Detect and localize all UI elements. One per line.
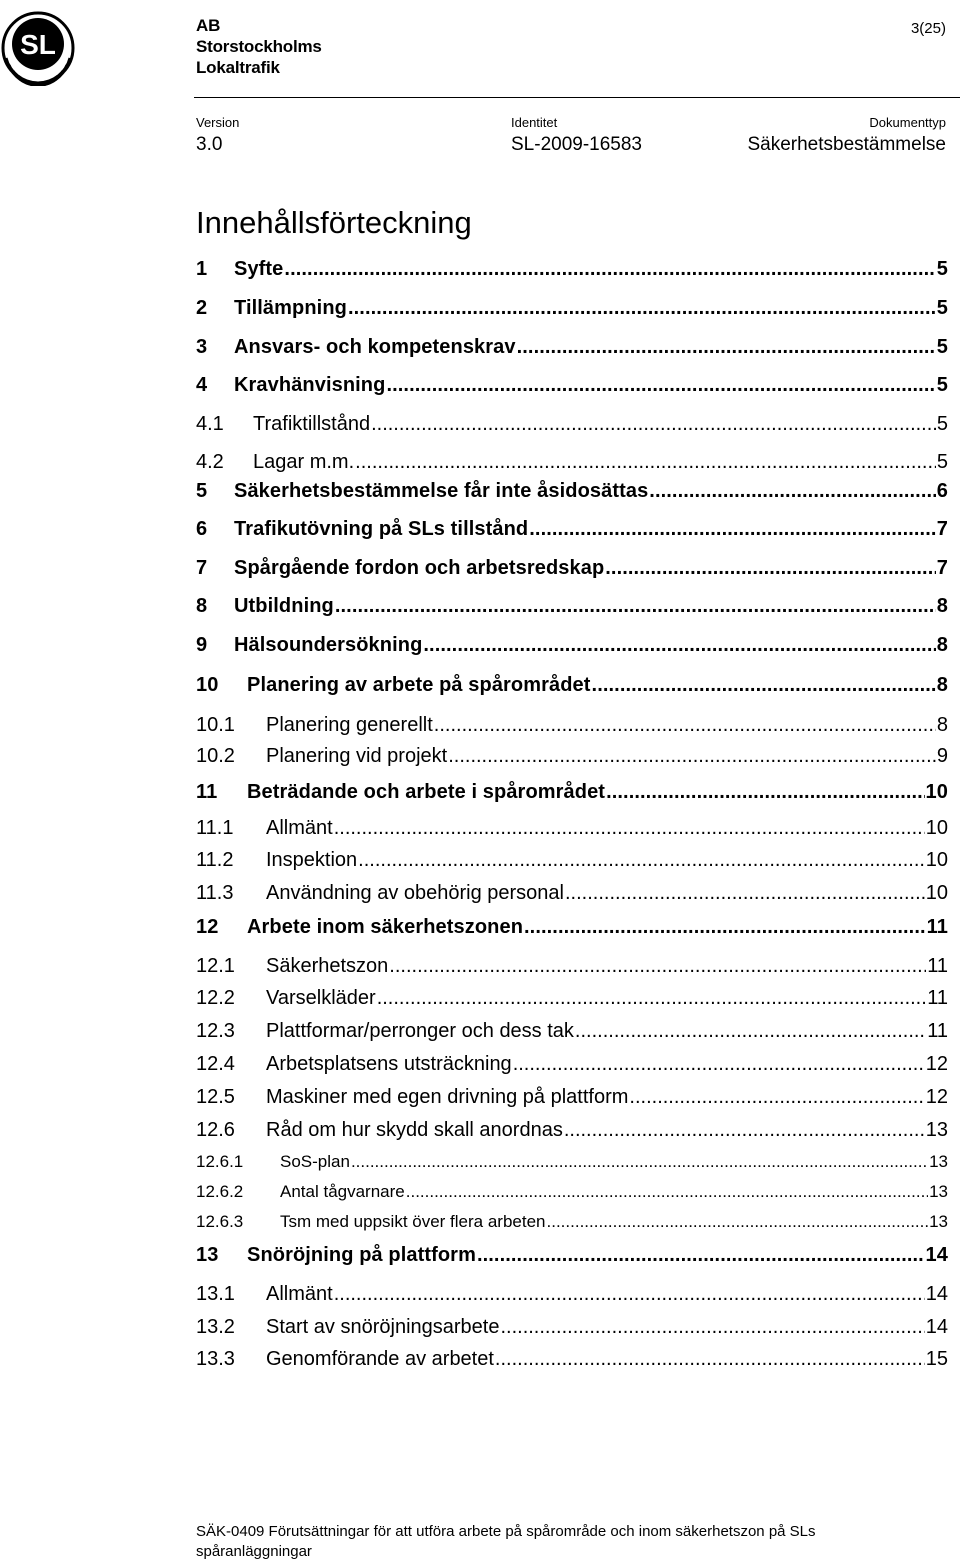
toc-dot-leader bbox=[355, 451, 936, 474]
toc-entry-title: Maskiner med egen drivning på plattform bbox=[266, 1086, 629, 1108]
toc-dot-leader bbox=[649, 480, 935, 503]
toc-dot-leader bbox=[592, 674, 936, 697]
toc-entry-number: 12 bbox=[196, 916, 219, 938]
toc-entry-page: 8 bbox=[936, 595, 948, 617]
toc-entry-title: Tsm med uppsikt över flera arbeten bbox=[280, 1212, 546, 1231]
footer bbox=[196, 1522, 936, 1562]
toc-entry-number: 12.3 bbox=[196, 1020, 235, 1042]
toc-entry-page: 5 bbox=[936, 413, 948, 435]
toc-entry-title: Start av snöröjningsarbete bbox=[266, 1316, 500, 1338]
toc-entry-number: 10 bbox=[196, 674, 219, 696]
version-label: Version bbox=[196, 115, 240, 130]
toc-entry[interactable] bbox=[196, 336, 948, 359]
toc-dot-leader bbox=[605, 557, 936, 580]
toc-dot-leader bbox=[495, 1348, 925, 1371]
toc-entry-number: 12.1 bbox=[196, 955, 235, 977]
toc-dot-leader bbox=[351, 1152, 928, 1172]
toc-entry[interactable] bbox=[196, 849, 948, 872]
toc-entry-page: 13 bbox=[925, 1119, 948, 1141]
toc-entry-page: 6 bbox=[936, 480, 948, 502]
toc-entry[interactable] bbox=[196, 714, 948, 737]
toc-dot-leader bbox=[284, 258, 935, 281]
organization-name bbox=[196, 15, 322, 78]
header-divider bbox=[194, 97, 960, 98]
toc-entry-number: 9 bbox=[196, 634, 208, 656]
toc-entry-page: 13 bbox=[929, 1152, 948, 1171]
toc-entry-page: 10 bbox=[925, 817, 948, 839]
toc-dot-leader bbox=[335, 595, 936, 618]
toc-entry-number: 12.6.1 bbox=[196, 1152, 244, 1171]
toc-dot-leader bbox=[517, 336, 936, 359]
toc-dot-leader bbox=[565, 882, 925, 905]
toc-entry-number: 12.6 bbox=[196, 1119, 235, 1141]
toc-entry-page: 11 bbox=[926, 916, 948, 938]
toc-entry-page: 8 bbox=[936, 714, 948, 736]
toc-entry-title: SoS-plan bbox=[280, 1152, 350, 1171]
toc-entry-title: Spårgående fordon och arbetsredskap bbox=[234, 557, 605, 579]
toc-dot-leader bbox=[524, 916, 926, 939]
toc-entry-title: Trafikutövning på SLs tillstånd bbox=[234, 518, 529, 540]
toc-dot-leader bbox=[500, 1316, 924, 1339]
toc-entry-title: Allmänt bbox=[266, 1283, 333, 1305]
toc-entry-title: Arbetsplatsens utsträckning bbox=[266, 1053, 512, 1075]
toc-entry-number: 11.2 bbox=[196, 849, 234, 871]
toc-entry-title: Kravhänvisning bbox=[234, 374, 386, 396]
toc-entry-title: Allmänt bbox=[266, 817, 333, 839]
toc-entry[interactable] bbox=[196, 916, 948, 939]
toc-dot-leader bbox=[386, 374, 935, 397]
org-line-1: AB bbox=[196, 16, 221, 35]
toc-entry-page: 11 bbox=[927, 987, 948, 1009]
version-value: 3.0 bbox=[196, 134, 223, 155]
toc-entry-number: 13.2 bbox=[196, 1316, 235, 1338]
toc-entry[interactable] bbox=[196, 1020, 948, 1043]
doctype-value: Säkerhetsbestämmelse bbox=[747, 134, 946, 155]
org-line-2: Storstockholms bbox=[196, 37, 322, 56]
toc-entry-title: Arbete inom säkerhetszonen bbox=[247, 916, 524, 938]
toc-entry-page: 14 bbox=[925, 1316, 948, 1338]
toc-dot-leader bbox=[406, 1182, 928, 1202]
toc-dot-leader bbox=[547, 1212, 929, 1232]
toc-entry-page: 13 bbox=[929, 1182, 948, 1201]
toc-entry-page: 12 bbox=[925, 1053, 948, 1075]
toc-entry-number: 11 bbox=[196, 781, 218, 803]
toc-dot-leader bbox=[348, 297, 936, 320]
identity-value: SL-2009-16583 bbox=[511, 134, 642, 155]
toc-entry[interactable] bbox=[196, 1152, 948, 1172]
footer-line-2: spåranläggningar bbox=[196, 1543, 312, 1560]
toc-dot-leader bbox=[434, 714, 936, 737]
toc-entry-title: Beträdande och arbete i spårområdet bbox=[247, 781, 606, 803]
toc-entry[interactable] bbox=[196, 634, 948, 657]
toc-entry-number: 8 bbox=[196, 595, 208, 617]
page-number: 3(25) bbox=[910, 20, 946, 37]
toc-entry-title: Användning av obehörig personal bbox=[266, 882, 564, 904]
toc-entry[interactable] bbox=[196, 882, 948, 905]
toc-entry[interactable] bbox=[196, 674, 948, 697]
toc-title: Innehållsförteckning bbox=[196, 205, 472, 240]
toc-dot-leader bbox=[358, 849, 925, 872]
footer-line-1: SÄK-0409 Förutsättningar för att utföra arbete på spårområde och inom säkerhetszon på SLs bbox=[196, 1523, 816, 1540]
toc-entry[interactable] bbox=[196, 297, 948, 320]
toc-entry-title: Utbildning bbox=[234, 595, 334, 617]
toc-entry[interactable] bbox=[196, 817, 948, 840]
toc-entry-title: Säkerhetsbestämmelse får inte åsidosättas bbox=[234, 480, 649, 502]
toc-dot-leader bbox=[377, 987, 927, 1010]
toc-dot-leader bbox=[371, 413, 936, 436]
toc-entry-page: 11 bbox=[927, 1020, 948, 1042]
toc-entry-title: Planering generellt bbox=[266, 714, 433, 736]
org-line-3: Lokaltrafik bbox=[196, 58, 280, 77]
toc-entry-title: Säkerhetszon bbox=[266, 955, 389, 977]
toc-entry-title: Antal tågvarnare bbox=[280, 1182, 405, 1201]
toc-entry-page: 10 bbox=[925, 781, 948, 803]
toc-entry[interactable] bbox=[196, 987, 948, 1010]
toc-entry-number: 4.2 bbox=[196, 451, 224, 473]
toc-entry-number: 13.1 bbox=[196, 1283, 235, 1305]
toc-entry[interactable] bbox=[196, 374, 948, 397]
toc-entry-title: Råd om hur skydd skall anordnas bbox=[266, 1119, 563, 1141]
toc-entry-number: 12.6.3 bbox=[196, 1212, 244, 1231]
toc-entry-page: 9 bbox=[936, 745, 948, 767]
toc-dot-leader bbox=[606, 781, 924, 804]
toc-entry[interactable] bbox=[196, 1244, 948, 1267]
toc-entry-title: Trafiktillstånd bbox=[253, 413, 371, 435]
toc-entry-number: 13 bbox=[196, 1244, 219, 1266]
toc-entry-page: 15 bbox=[925, 1348, 948, 1370]
toc-entry-number: 10.1 bbox=[196, 714, 235, 736]
toc-entry-title: Tillämpning bbox=[234, 297, 347, 319]
toc-entry[interactable] bbox=[196, 557, 948, 580]
toc-entry-page: 10 bbox=[925, 882, 948, 904]
toc-entry[interactable] bbox=[196, 413, 948, 436]
toc-entry[interactable] bbox=[196, 955, 948, 978]
toc-entry-title: Planering av arbete på spårområdet bbox=[247, 674, 591, 696]
toc-dot-leader bbox=[513, 1053, 925, 1076]
toc-entry[interactable] bbox=[196, 1053, 948, 1076]
toc-entry-page: 13 bbox=[929, 1212, 948, 1231]
toc-entry-number: 3 bbox=[196, 336, 208, 358]
toc-entry[interactable] bbox=[196, 1212, 948, 1232]
toc-entry-number: 12.6.2 bbox=[196, 1182, 244, 1201]
toc-entry-number: 5 bbox=[196, 480, 208, 502]
toc-entry-number: 1 bbox=[196, 258, 208, 280]
toc-entry-page: 5 bbox=[936, 336, 948, 358]
toc-entry-number: 12.5 bbox=[196, 1086, 235, 1108]
toc-entry[interactable] bbox=[196, 1316, 948, 1339]
toc-entry-title: Plattformar/perronger och dess tak bbox=[266, 1020, 574, 1042]
toc-entry-number: 4.1 bbox=[196, 413, 224, 435]
identity-label: Identitet bbox=[511, 115, 558, 130]
toc-entry-title: Varselkläder bbox=[266, 987, 376, 1009]
toc-entry-title: Syfte bbox=[234, 258, 284, 280]
toc-entry-number: 6 bbox=[196, 518, 208, 540]
toc-entry-page: 8 bbox=[936, 634, 948, 656]
toc-dot-leader bbox=[389, 955, 926, 978]
toc-entry[interactable] bbox=[196, 1182, 948, 1202]
toc-entry[interactable] bbox=[196, 518, 948, 541]
toc-entry-page: 10 bbox=[925, 849, 948, 871]
toc-entry-number: 13.3 bbox=[196, 1348, 235, 1370]
toc-entry-page: 8 bbox=[936, 674, 948, 696]
toc-entry[interactable] bbox=[196, 595, 948, 618]
toc-dot-leader bbox=[448, 745, 936, 768]
toc-entry-number: 11.1 bbox=[196, 817, 234, 839]
toc-dot-leader bbox=[334, 817, 925, 840]
toc-dot-leader bbox=[629, 1086, 924, 1109]
toc-entry-page: 5 bbox=[936, 451, 948, 473]
toc-entry[interactable] bbox=[196, 451, 948, 474]
doctype-label: Dokumenttyp bbox=[869, 115, 946, 130]
toc-entry-title: Hälsoundersökning bbox=[234, 634, 423, 656]
toc-dot-leader bbox=[477, 1244, 925, 1267]
toc-dot-leader bbox=[334, 1283, 925, 1306]
toc-entry[interactable] bbox=[196, 480, 948, 503]
svg-text:SL: SL bbox=[20, 29, 56, 60]
toc-entry-page: 12 bbox=[925, 1086, 948, 1108]
toc-dot-leader bbox=[564, 1119, 925, 1142]
toc-entry-page: 5 bbox=[936, 374, 948, 396]
toc-entry-number: 12.2 bbox=[196, 987, 235, 1009]
toc-entry-page: 5 bbox=[936, 258, 948, 280]
toc-entry[interactable] bbox=[196, 258, 948, 281]
toc-entry-page: 11 bbox=[927, 955, 948, 977]
toc-entry-page: 5 bbox=[936, 297, 948, 319]
toc-entry[interactable] bbox=[196, 1119, 948, 1142]
toc-entry-title: Planering vid projekt bbox=[266, 745, 448, 767]
sl-logo bbox=[0, 10, 76, 86]
toc-entry-number: 2 bbox=[196, 297, 208, 319]
toc-entry-page: 14 bbox=[925, 1283, 948, 1305]
toc-entry-number: 10.2 bbox=[196, 745, 235, 767]
toc-dot-leader bbox=[575, 1020, 926, 1043]
toc-dot-leader bbox=[529, 518, 936, 541]
toc-entry[interactable] bbox=[196, 781, 948, 804]
toc-entry-number: 4 bbox=[196, 374, 208, 396]
toc-entry-title: Snöröjning på plattform bbox=[247, 1244, 476, 1266]
toc-entry-page: 7 bbox=[936, 557, 948, 579]
toc-entry-number: 11.3 bbox=[196, 882, 234, 904]
toc-entry-page: 14 bbox=[925, 1244, 948, 1266]
toc-entry-number: 12.4 bbox=[196, 1053, 235, 1075]
toc-entry[interactable] bbox=[196, 1086, 948, 1109]
toc-dot-leader bbox=[423, 634, 935, 657]
toc-entry[interactable] bbox=[196, 1283, 948, 1306]
toc-entry-title: Genomförande av arbetet bbox=[266, 1348, 494, 1370]
toc-entry-title: Inspektion bbox=[266, 849, 358, 871]
toc-entry[interactable] bbox=[196, 745, 948, 768]
toc-entry-title: Lagar m.m. bbox=[253, 451, 355, 473]
toc-entry-page: 7 bbox=[936, 518, 948, 540]
toc-entry-title: Ansvars- och kompetenskrav bbox=[234, 336, 516, 358]
toc-entry[interactable] bbox=[196, 1348, 948, 1371]
toc-entry-number: 7 bbox=[196, 557, 208, 579]
